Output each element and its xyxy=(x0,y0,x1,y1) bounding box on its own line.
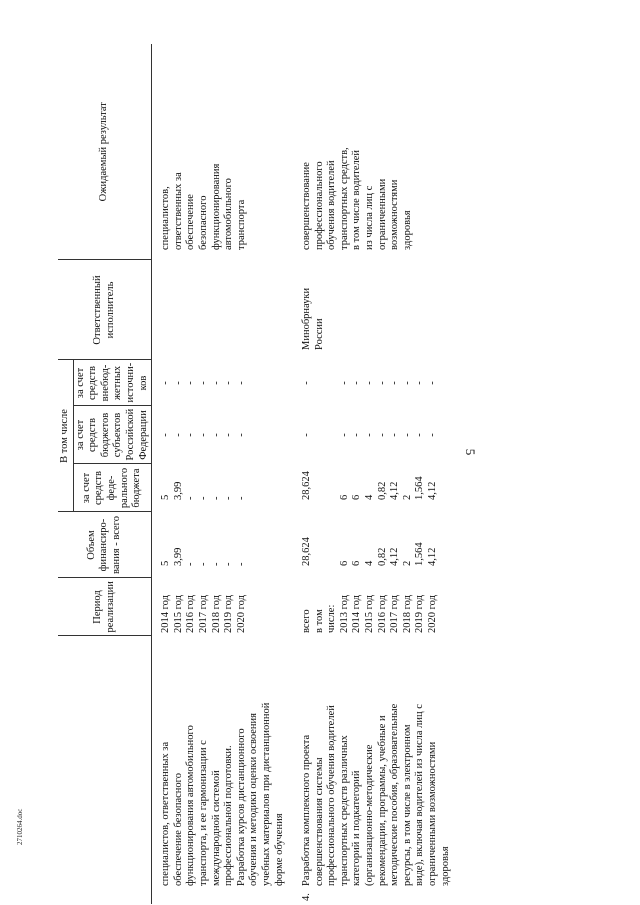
row4-extra: - - - - - - - - - xyxy=(301,381,439,385)
row4-regional: - - - - - - - - - xyxy=(301,433,439,437)
row-continued-text: специалистов, ответственных за обеспечение безопасного функционирования автомобильного транспорта, и ее гармонизации с международной системой профессиональной подготовки. Разработка курсов дистанционного обучения и методики оценки освоения учебных материалов при дистанционной форме обучения xyxy=(160,702,285,886)
header-result: Ожидаемый результат xyxy=(58,44,152,260)
row-continued-years: 2014 год 2015 год 2016 год 2017 год 2018 год 2019 год 2020 год xyxy=(160,595,247,633)
row-continued-responsible xyxy=(152,260,287,360)
row-continued-result: специалистов, ответственных за обеспечение безопасного функционирования автомобильного транспорта xyxy=(160,163,247,250)
header-regional: за счет средств бюджетов субъектов Российской Федерации xyxy=(73,406,152,464)
table-row-4 xyxy=(287,44,453,904)
row-continued-volume: 5 3,99 - - - - - xyxy=(160,547,247,566)
program-table xyxy=(58,44,453,904)
footer-filename: 2710264.doc xyxy=(16,808,24,845)
row4-text: 4. Разработка комплексного проекта совершенствования системы профессионального обучения водителей транспортных средств различных категорий и подкатегорий (организационно-методические рекомендации, программы, учебные и методические пособия, образовательные ресурсы, в том числе в электронном виде), включая водителей из числа лиц с ограниченными возможностями здоровья xyxy=(301,703,451,901)
row4-years: всего в том числе: 2013 год 2014 год 2015 год 2016 год 2017 год 2018 год 2019 год 2020 год xyxy=(301,595,439,633)
table-row-continued xyxy=(152,44,287,904)
header-responsible: Ответственный исполнитель xyxy=(58,260,152,360)
header-extra: за счет средств внебюд-жетных источни-ков xyxy=(73,360,152,406)
header-blank xyxy=(58,636,152,904)
row-continued-federal: 5 3,99 - - - - - xyxy=(160,481,247,500)
header-period: Период реализации xyxy=(58,578,152,636)
row4-federal: 28,624 6 6 4 0,82 4,12 2 1,564 4,12 xyxy=(301,471,439,500)
row4-responsible: Минобрнауки России xyxy=(301,287,325,350)
row4-volume: 28,624 6 6 4 0,82 4,12 2 1,564 4,12 xyxy=(301,537,439,566)
row-continued-regional: - - - - - - - xyxy=(160,433,247,437)
header-federal: за счет средств феде-рального бюджета xyxy=(73,464,152,512)
header-volume: Объем финансиро-вания - всего xyxy=(58,512,152,578)
row4-number: 4. xyxy=(301,893,313,901)
header-including: В том числе xyxy=(58,360,73,512)
page-number: 5 xyxy=(463,448,478,456)
row4-result: совершенствование профессионального обучения водителей транспортных средств, в том числе водителей из числа лиц с ограниченными возможностями здоровья xyxy=(301,147,413,250)
row-continued-extra: - - - - - - - xyxy=(160,381,247,385)
rotated-table-wrapper xyxy=(58,44,498,904)
